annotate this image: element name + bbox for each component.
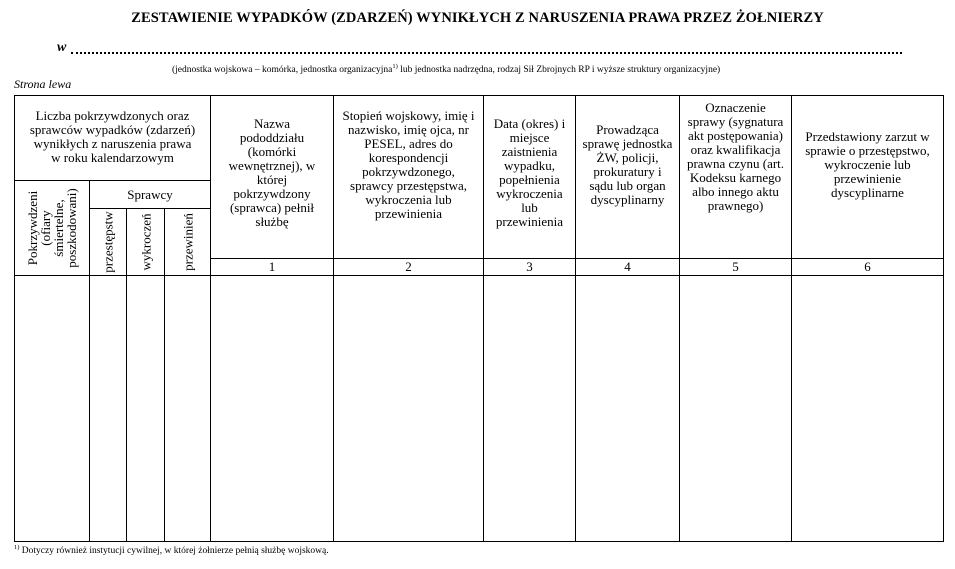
column-header-3-text: Data (okres) i miejsce zaistnienia wypadku, popełnienia wykroczenia lub przewinienia [493,116,566,229]
group-header-text: Liczba pokrzywdzonych oraz sprawców wypadków (zdarzeń) wynikłych z naruszenia prawa w roku kalendarzowym [29,108,196,165]
column-header-1-text: Nazwa pododdziału (komórki wewnętrznej), w której pokrzywdzony (sprawca) pełnił służbę [228,116,316,229]
entry-col-5[interactable] [680,276,792,542]
document-title: ZESTAWIENIE WYPADKÓW (ZDARZEŃ) WYNIKŁYCH Z NARUSZENIA PRAWA PRZEZ ŻOŁNIERZY [131,10,824,26]
column-header-5-text: Oznaczenie sprawy (sygnatura akt postępowania) oraz kwalifikacja prawna czynu (art. Kodeksu karnego albo innego aktu prawnego) [686,100,785,213]
perpetrators-crimes-text: przestępstw [100,211,116,273]
perpetrators-misconduct-header [165,209,211,276]
column-number-5: 5 [680,259,792,276]
group-header [15,96,211,181]
perpetrators-offences-header [127,209,165,276]
perpetrators-misconduct-text: przewinień [180,213,195,271]
unit-fill-line[interactable] [57,40,902,58]
column-header-6 [792,96,944,259]
incident-table [14,95,944,542]
column-number-6: 6 [792,259,944,276]
column-header-3 [484,96,576,259]
entry-col-1[interactable] [211,276,334,542]
perpetrators-crimes-header [90,209,127,276]
entry-col-2[interactable] [334,276,484,542]
unit-prefix: w [57,40,67,55]
entry-misconduct[interactable] [165,276,211,542]
side-label: Strona lewa [14,77,72,91]
column-header-2-text: Stopień wojskowy, imię i nazwisko, imię ojca, nr PESEL, adres do korespondencji pokrzywdzonego, sprawcy przestępstwa, wykroczenia lub przewinienia [342,108,475,221]
entry-offences[interactable] [127,276,165,542]
column-header-2 [334,96,484,259]
column-number-1: 1 [211,259,334,276]
column-header-4 [576,96,680,259]
entry-crimes[interactable] [90,276,127,542]
footnote [14,544,329,556]
unit-caption [172,63,720,75]
table-row [15,276,944,542]
entry-col-3[interactable] [484,276,576,542]
footnote-marker: 1) [14,544,20,551]
column-header-6-text: Przedstawiony zarzut w sprawie o przestępstwo, wykroczenie lub przewinienie dyscyplinarne [805,129,930,200]
column-number-2: 2 [334,259,484,276]
entry-col-4[interactable] [576,276,680,542]
entry-victims[interactable] [15,276,90,542]
entry-col-6[interactable] [792,276,944,542]
unit-caption-text: (jednostka wojskowa – komórka, jednostka organizacyjna [172,65,393,76]
victims-header [15,181,90,276]
column-number-3: 3 [484,259,576,276]
column-header-1 [211,96,334,259]
perpetrators-header: Sprawcy [90,181,211,209]
victims-header-text: Pokrzywdzeni (ofiary śmiertelne, poszkodowani) [25,188,79,268]
unit-caption-text-rest: lub jednostka nadrzędna, rodzaj Sił Zbrojnych RP i wyższe struktury organizacyjne) [397,65,721,76]
unit-caption-footnote-ref: 1) [392,63,398,70]
column-header-5 [680,96,792,259]
column-number-4: 4 [576,259,680,276]
column-header-4-text: Prowadząca sprawę jednostka ŻW, policji, prokuratury i sądu lub organ dyscyplinarny [582,122,673,207]
perpetrators-offences-text: wykroczeń [138,213,153,271]
footnote-text: Dotyczy również instytucji cywilnej, w której żołnierze pełnią służbę wojskową. [19,546,329,557]
unit-dotted-line [71,52,902,54]
